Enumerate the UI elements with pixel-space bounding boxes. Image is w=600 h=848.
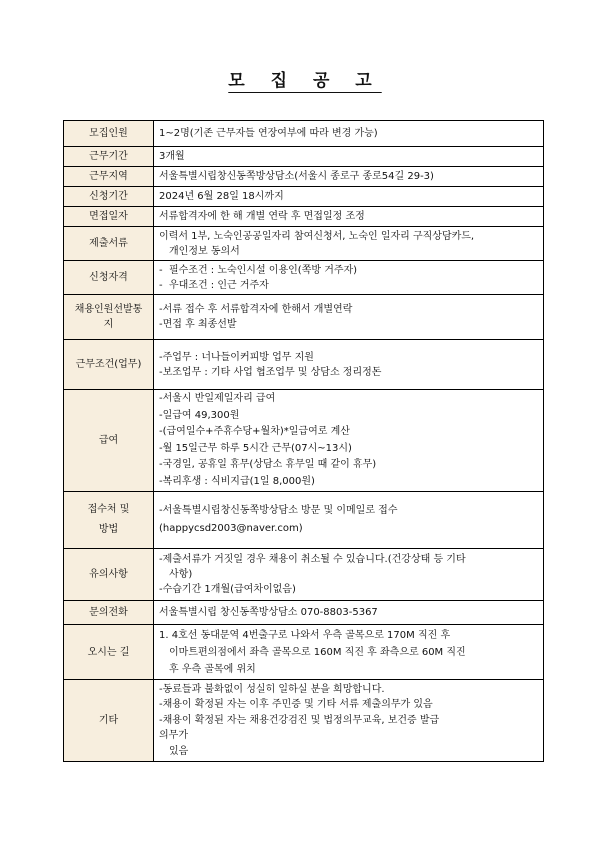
row-value: 3개월 bbox=[154, 147, 544, 167]
row-value: 서류합격자에 한 해 개별 연락 후 면접일정 조정 bbox=[154, 207, 544, 227]
table-row-salary bbox=[64, 390, 544, 492]
row-value: -동료들과 불화없이 성실히 일하실 분을 희망합니다. -채용이 확정된 자는 이후 주민증 및 기타 서류 제출의무가 있음 -채용이 확정된 자는 채용건강검진 및 법정의무교육, 보건증 발급 의무가 있음 bbox=[154, 680, 544, 762]
row-label: 기타 bbox=[64, 680, 154, 762]
table-row-work-location bbox=[64, 167, 544, 187]
page-title: 모 집 공 고 bbox=[228, 71, 382, 91]
row-value: - 필수조건 : 노숙인시설 이용인(쪽방 거주자) - 우대조건 : 인근 거주자 bbox=[154, 261, 544, 295]
row-label: 근무조건(업무) bbox=[64, 340, 154, 390]
row-value: 서울특별시립창신동쪽방상담소(서울시 종로구 종로54길 29-3) bbox=[154, 167, 544, 187]
row-label: 면접일자 bbox=[64, 207, 154, 227]
row-label: 채용인원선발통 지 bbox=[64, 295, 154, 340]
table-row-recruit-count bbox=[64, 121, 544, 147]
row-label: 신청자격 bbox=[64, 261, 154, 295]
row-label: 제출서류 bbox=[64, 227, 154, 261]
table-row-documents bbox=[64, 227, 544, 261]
table-row-notes bbox=[64, 549, 544, 601]
row-value: -제출서류가 거짓일 경우 채용이 취소될 수 있습니다.(건강상태 등 기타 사항) -수습기간 1개월(급여차이없음) bbox=[154, 549, 544, 601]
table-row-work-period bbox=[64, 147, 544, 167]
row-label: 접수처 및 방법 bbox=[64, 492, 154, 549]
row-label: 유의사항 bbox=[64, 549, 154, 601]
row-label: 근무기간 bbox=[64, 147, 154, 167]
row-label: 오시는 길 bbox=[64, 625, 154, 680]
row-label: 근무지역 bbox=[64, 167, 154, 187]
row-value: -주업무 : 너나들이커피방 업무 지원 -보조업무 : 기타 사업 협조업무 및 상담소 정리정돈 bbox=[154, 340, 544, 390]
row-label: 급여 bbox=[64, 390, 154, 492]
table-row-work-conditions bbox=[64, 340, 544, 390]
row-value: 1. 4호선 동대문역 4번출구로 나와서 우측 골목으로 170M 직진 후 이마트편의점에서 좌측 골목으로 160M 직진 후 좌측으로 60M 직진 후 우측 골목에 위치 bbox=[154, 625, 544, 680]
table-row-other bbox=[64, 680, 544, 762]
row-label: 신청기간 bbox=[64, 187, 154, 207]
table-row-application-method bbox=[64, 492, 544, 549]
table-row-selection-notice bbox=[64, 295, 544, 340]
recruitment-table bbox=[63, 120, 544, 762]
row-value: 2024년 6월 28일 18시까지 bbox=[154, 187, 544, 207]
row-value: -서류 접수 후 서류합격자에 한해서 개별연락 -면접 후 최종선발 bbox=[154, 295, 544, 340]
table-row-directions bbox=[64, 625, 544, 680]
table-row-qualification bbox=[64, 261, 544, 295]
table-row-contact bbox=[64, 601, 544, 625]
row-value: -서울시 반일제일자리 급여 -일급여 49,300원 -(급여일수+주휴수당+월차)*일급여로 계산 -월 15일근무 하루 5시간 근무(07시~13시) -국경일, 공휴일 휴무(상담소 휴무일 때 같이 휴무) -복리후생 : 식비지급(1일 8,000원) bbox=[154, 390, 544, 492]
row-value: 서울특별시립 창신동쪽방상담소 070-8803-5367 bbox=[154, 601, 544, 625]
row-label: 모집인원 bbox=[64, 121, 154, 147]
row-value: 1~2명(기존 근무자들 연장여부에 따라 변경 가능) bbox=[154, 121, 544, 147]
row-value: -서울특별시립창신동쪽방상담소 방문 및 이메일로 접수 (happycsd2003@naver.com) bbox=[154, 492, 544, 549]
table-row-application-period bbox=[64, 187, 544, 207]
table-row-interview-date bbox=[64, 207, 544, 227]
row-value: 이력서 1부, 노숙인공공일자리 참여신청서, 노숙인 일자리 구직상담카드, 개인정보 동의서 bbox=[154, 227, 544, 261]
row-label: 문의전화 bbox=[64, 601, 154, 625]
